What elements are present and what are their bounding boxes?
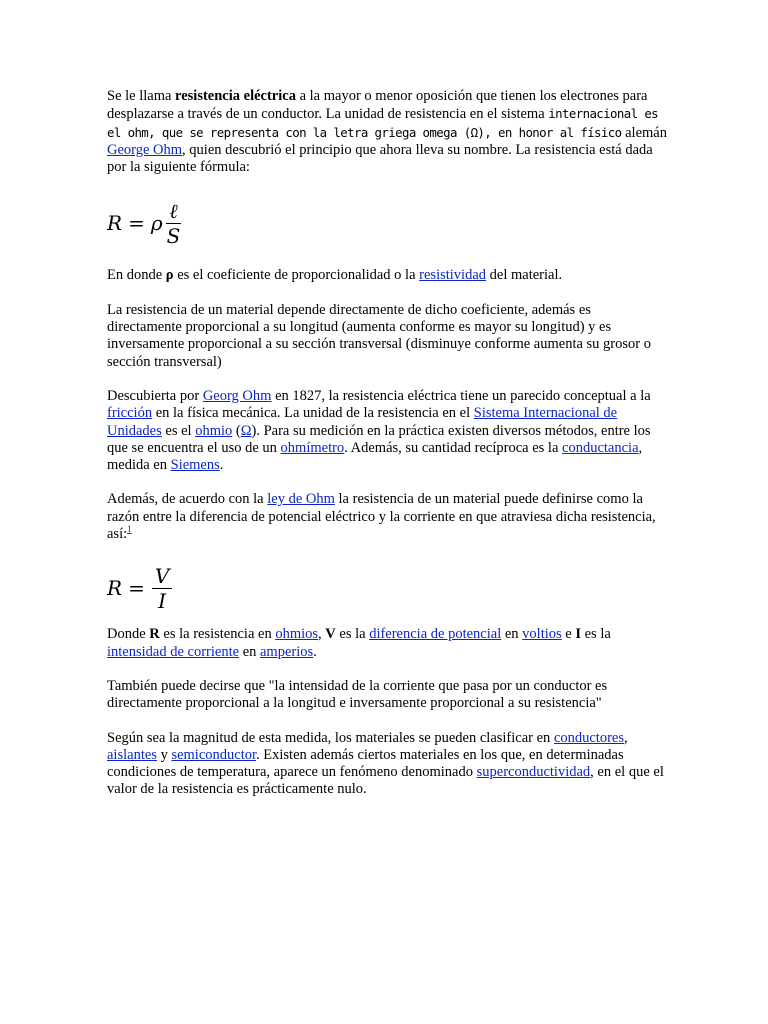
document-body (107, 88, 667, 816)
text: es la (335, 626, 370, 643)
text: La resistencia de un material depende directamente de dicho coeficiente, además es directamente proporcional a su longitud (aumenta conforme es mayor su longitud) y es inversamente proporcional a su sección transversal (disminuye conforme aumenta su grosor o sección transversal) (107, 301, 651, 370)
text: del material. (486, 267, 563, 284)
text: Según sea la magnitud de esta medida, los materiales se pueden clasificar en (107, 729, 554, 746)
paragraph-rho (107, 267, 667, 284)
formula-denominator: I (158, 588, 166, 613)
text: Donde (107, 626, 150, 643)
text: , quien descubrió el principio que ahora lleva su nombre. La resistencia está dada por la siguiente fórmula: (107, 141, 653, 176)
formula-numerator: ℓ (166, 200, 180, 224)
text: en (501, 626, 523, 643)
link-sistema-internacional[interactable]: Sistema Internacional de Unidades (107, 405, 618, 439)
bold-v: V (325, 626, 336, 643)
link-ley-de-ohm[interactable]: ley de Ohm (267, 491, 335, 508)
link-aislantes[interactable]: aislantes (107, 746, 157, 763)
formula-equals: = (128, 575, 145, 600)
link-georg-ohm[interactable]: Georg Ohm (202, 387, 272, 404)
link-amperios[interactable]: amperios (260, 643, 314, 660)
text: . (219, 457, 224, 474)
formula-rho: ρ (150, 210, 163, 235)
text: . Existen además ciertos materiales en los que, en determinadas condiciones de temperatura, aparece un fenómeno denominado (107, 746, 624, 781)
link-ohmio[interactable]: ohmio (195, 422, 233, 439)
text: Además, de acuerdo con la (107, 491, 268, 508)
paragraph-ohms-law (107, 491, 667, 543)
text: , medida en (107, 439, 643, 474)
formula-lhs: R (107, 210, 123, 235)
text: a la mayor o menor oposición que tienen los electrones para desplazarse a través de un conductor. La unidad de resistencia en el sistema (107, 88, 648, 123)
link-superconductividad[interactable]: superconductividad (476, 764, 591, 781)
text: ( (232, 422, 241, 439)
text: , en el que el valor de la resistencia es prácticamente nulo. (107, 764, 664, 798)
paragraph-variables (107, 626, 667, 661)
bold-term-resistencia-electrica: resistencia eléctrica (175, 88, 296, 104)
text: es la (581, 626, 611, 643)
text: . (313, 643, 317, 660)
link-voltios[interactable]: voltios (522, 626, 562, 643)
formula-numerator: V (152, 565, 172, 589)
text: internacional es el ohm, que se representa con la letra griega omega (Ω), en honor al físico (107, 106, 659, 140)
text: En donde (107, 267, 166, 284)
text: alemán (621, 124, 667, 141)
text: en 1827, la resistencia eléctrica tiene un parecido conceptual a la (271, 387, 651, 404)
formula-ohms-law (107, 560, 667, 616)
formula-resistance-resistivity (107, 191, 667, 255)
link-friccion[interactable]: fricción (107, 405, 153, 422)
link-resistividad[interactable]: resistividad (419, 267, 487, 284)
bold-rho: ρ (165, 267, 174, 284)
text: la resistencia de un material puede definirse como la razón entre la diferencia de potencial eléctrico y la corriente en que atraviesa dicha resistencia, así: (107, 491, 656, 543)
bold-r: R (149, 626, 160, 643)
text: y (156, 746, 172, 763)
text: También puede decirse que "la intensidad de la corriente que pasa por un conductor es directamente proporcional a la longitud e inversamente proporcional a su resistencia" (107, 677, 608, 712)
footnote-link-1[interactable]: 1 (127, 524, 132, 535)
formula-lhs: R (107, 575, 123, 600)
text: , (318, 626, 326, 643)
text: Se le llama (107, 88, 176, 104)
text: ). Para su medición en la práctica existen diversos métodos, entre los que se encuentra el uso de un (107, 422, 651, 456)
paragraph-definition (107, 88, 667, 176)
text: , (624, 729, 628, 746)
paragraph-classification (107, 730, 667, 799)
link-george-ohm[interactable]: George Ohm (107, 141, 183, 158)
text: en (239, 643, 260, 660)
paragraph-history (107, 388, 667, 474)
paragraph-quote (107, 678, 667, 713)
text: es la resistencia en (159, 626, 276, 643)
formula-equals: = (128, 210, 145, 235)
text: es el coeficiente de proporcionalidad o la (173, 267, 420, 284)
text: es el (161, 422, 196, 439)
text: en la física mecánica. La unidad de la resistencia en el (152, 405, 474, 422)
bold-i: I (575, 626, 581, 643)
link-conductores[interactable]: conductores (553, 729, 624, 746)
link-siemens[interactable]: Siemens (170, 457, 220, 474)
text: e (561, 626, 576, 643)
link-diferencia-de-potencial[interactable]: diferencia de potencial (369, 626, 502, 643)
link-ohmimetro[interactable]: ohmímetro (280, 439, 345, 456)
formula-denominator: S (166, 223, 181, 248)
link-intensidad-de-corriente[interactable]: intensidad de corriente (107, 643, 240, 660)
link-semiconductor[interactable]: semiconductor (171, 746, 257, 763)
text: . Además, su cantidad recíproca es la (344, 439, 563, 456)
link-conductancia[interactable]: conductancia (562, 439, 639, 456)
link-ohmios[interactable]: ohmios (275, 626, 319, 643)
text: Descubierta por (107, 387, 203, 404)
formula-fraction (164, 200, 184, 247)
link-omega[interactable]: Ω (240, 422, 252, 439)
formula-fraction (152, 565, 172, 612)
paragraph-dependence (107, 302, 667, 371)
